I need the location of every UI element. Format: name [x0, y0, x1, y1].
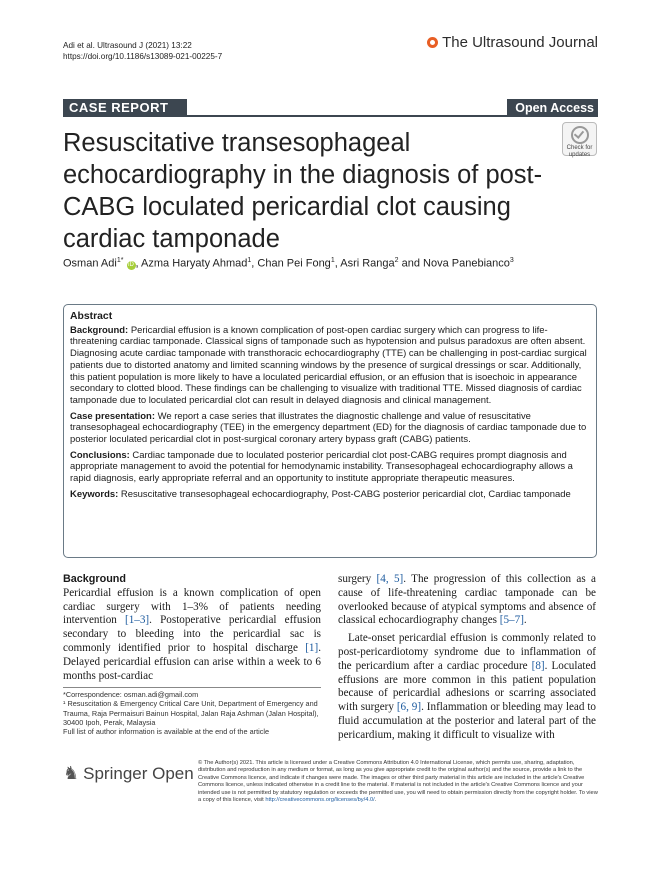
- text-run: surgery: [338, 573, 377, 585]
- body-column-left: [63, 573, 321, 683]
- abstract-conclusions: [70, 450, 590, 485]
- check-updates-icon: [571, 126, 589, 144]
- journal-logo-icon: [427, 37, 438, 48]
- body-column-right: [338, 573, 596, 743]
- abstract-background: [70, 325, 590, 407]
- author-name[interactable]: Osman Adi: [63, 257, 117, 270]
- license-link[interactable]: http://creativecommons.org/licenses/by/4.0/: [265, 797, 375, 804]
- abstract-label: Conclusions:: [70, 449, 130, 461]
- springer-horse-icon: ♞: [63, 763, 80, 783]
- abstract-label: Background:: [70, 324, 129, 336]
- author-name[interactable]: Asri Ranga: [340, 257, 395, 270]
- text-run: . Delayed pericardial effusion can arise within a week to 6 months post-cardiac: [63, 641, 321, 682]
- author-name[interactable]: Chan Pei Fong: [257, 257, 331, 270]
- author-affiliation: 2: [394, 257, 399, 264]
- footnote-divider: [63, 687, 321, 688]
- abstract-keywords: [70, 489, 590, 501]
- text-run: . The progression of this collection as a cause of life-threatening cardiac tamponade can be overlooked because of atypical symptoms and absence of classical echocardiography changes: [338, 573, 596, 627]
- abstract-box: [63, 304, 597, 558]
- article-title: Resuscitative transesophageal echocardiography in the diagnosis of post-CABG loculated pericardial clot causing cardiac tamponade: [63, 129, 543, 253]
- author-list: Osman Adi$^{1*}$ iD , Azma Haryaty Ahmad$^1$, Chan Pei Fong$^1$, Asri Ranga$^2$ and Nova Panebianco$^3$: [63, 257, 514, 270]
- license-body: © The Author(s) 2021. This article is licensed under a Creative Commons Attribution 4.0 International License, which permits use, sharing, adaptation, distribution and reproduction in any medium or format, as long as you give appropriate credit to the original author(s) and the source, provide a link to the Creative Commons licence, and indicate if changes were made. The images or other third party material in this article are included in the article's Creative Commons licence, unless indicated otherwise in a credit line to the material. If material is not included in the article's Creative Commons licence and your intended use is not permitted by statutory regulation or exceeds the permitted use, you will need to obtain permission directly from the copyright holder. To view a copy of this licence, visit: [198, 760, 598, 804]
- text-run: .: [523, 614, 527, 627]
- affiliation: ¹ Resuscitation & Emergency Critical Care Unit, Department of Emergency and Trauma, Raja Permaisuri Bainun Hospital, Jalan Raja Ashman (Jalan Hospital), 30400 Ipoh, Perak, Malaysia: [63, 699, 319, 727]
- abstract-label: Case presentation:: [70, 410, 155, 422]
- author-name[interactable]: Azma Haryaty Ahmad: [141, 257, 248, 270]
- publisher-name: Springer Open: [83, 763, 194, 783]
- journal-logo: [427, 34, 598, 51]
- check-updates-line1: Check for: [566, 145, 593, 151]
- citation: Adi et al. Ultrasound J (2021) 13:22: [63, 41, 192, 50]
- running-header: [63, 40, 222, 62]
- text-run: . Postoperative pericardial effusion secondary to bleeding into the pericardial sac is commonly identified prior to hospital discharge: [63, 614, 321, 654]
- citation-link[interactable]: [5–7]: [499, 614, 524, 627]
- abstract-case: [70, 411, 590, 446]
- paragraph: [63, 587, 321, 684]
- abstract-text: Pericardial effusion is a known complication of post-open cardiac surgery which can progress to life-threatening cardiac tamponade. Classical signs of tamponade such as hypotension and pulsus paradoxus are often absent. Diagnosing acute cardiac tamponade with transthoracic echocardiography (TTE) can be challenging in post-cardiac surgical patients due to distorted anatomy and limited scanning windows by the presence of surgical dressings or scar. Additionally, this patient population is more likely to have a loculated pericardial effusion, or an effusion that is isoechoic in appearance secondary to clotted blood. These findings can be challenging to visualize with traditional TTE. Missed diagnosis of cardiac tamponade due to loculated pericardial clot can result in delayed diagnosis and clinical management.: [70, 324, 587, 406]
- orcid-icon[interactable]: iD: [128, 261, 134, 268]
- section-heading: Background: [63, 573, 126, 585]
- citation-link[interactable]: [8]: [531, 659, 545, 672]
- check-updates-line2: updates: [568, 152, 591, 158]
- author-affiliation: 1*: [116, 257, 124, 264]
- author-affiliation: 1: [247, 257, 252, 264]
- article-type-bar: [63, 99, 598, 117]
- paragraph: [338, 573, 596, 628]
- license-text: [198, 760, 598, 804]
- author-affiliation: 1: [330, 257, 335, 264]
- text-run: Pericardial effusion is a known complication of open cardiac surgery with 1–3% of patients needing intervention: [63, 586, 321, 627]
- citation-link[interactable]: [4, 5]: [376, 573, 404, 585]
- license-end: .: [374, 797, 377, 804]
- text-run: . Loculated effusions are more common in this patient population because of pericardial adhesions or scarring associated with surgery: [338, 659, 596, 714]
- citation-link[interactable]: [1]: [305, 641, 319, 654]
- paragraph: [338, 632, 596, 742]
- journal-name: The Ultrasound Journal: [442, 34, 598, 51]
- correspondence: *Correspondence: osman.adi@gmail.com: [63, 690, 199, 699]
- check-for-updates-button[interactable]: [562, 122, 597, 156]
- full-list-note: Full list of author information is available at the end of the article: [63, 727, 270, 737]
- open-access-tag: Open Access: [507, 99, 598, 117]
- doi-link[interactable]: https://doi.org/10.1186/s13089-021-00225-7: [63, 52, 223, 61]
- author-name[interactable]: Nova Panebianco: [423, 257, 510, 270]
- text-run: Late-onset pericardial effusion is commonly related to post-pericardiotomy syndrome due to inflammation of the pericardium after a cardiac procedure: [338, 632, 596, 672]
- case-report-tag: CASE REPORT: [63, 99, 187, 117]
- abstract-label: Keywords:: [70, 488, 119, 500]
- author-affiliation: 3: [509, 257, 514, 264]
- citation-link[interactable]: [6, 9]: [396, 701, 422, 714]
- abstract-text: Resuscitative transesophageal echocardiography, Post-CABG posterior pericardial clot, Cardiac tamponade: [120, 488, 571, 500]
- abstract-text: Cardiac tamponade due to loculated posterior pericardial clot post-CABG requires prompt diagnosis and appropriate management to avoid the potential for hemodynamic instability. Transesophageal echocardiography allows a rapid diagnosis, early appropriate referral and an opportunity to institute appropriate therapeutic measures.: [70, 449, 573, 485]
- text-run: . Inflammation or bleeding may lead to fluid accumulation at the posterior and lateral part of the pericardium, making it difficult to visualize with: [338, 701, 596, 741]
- citation-link[interactable]: [1–3]: [125, 614, 150, 627]
- publisher-logo: [63, 763, 194, 784]
- abstract-text: We report a case series that illustrates the diagnostic challenge and value of resuscitative transesophageal echocardiography (TEE) in the emergency department (ED) for the diagnosis of cardiac tamponade due to posterior loculated pericardial clot in post-surgical coronary artery bypass graft (CABG) patients.: [70, 410, 587, 446]
- abstract-heading: Abstract: [70, 311, 113, 322]
- footnotes: [63, 690, 321, 736]
